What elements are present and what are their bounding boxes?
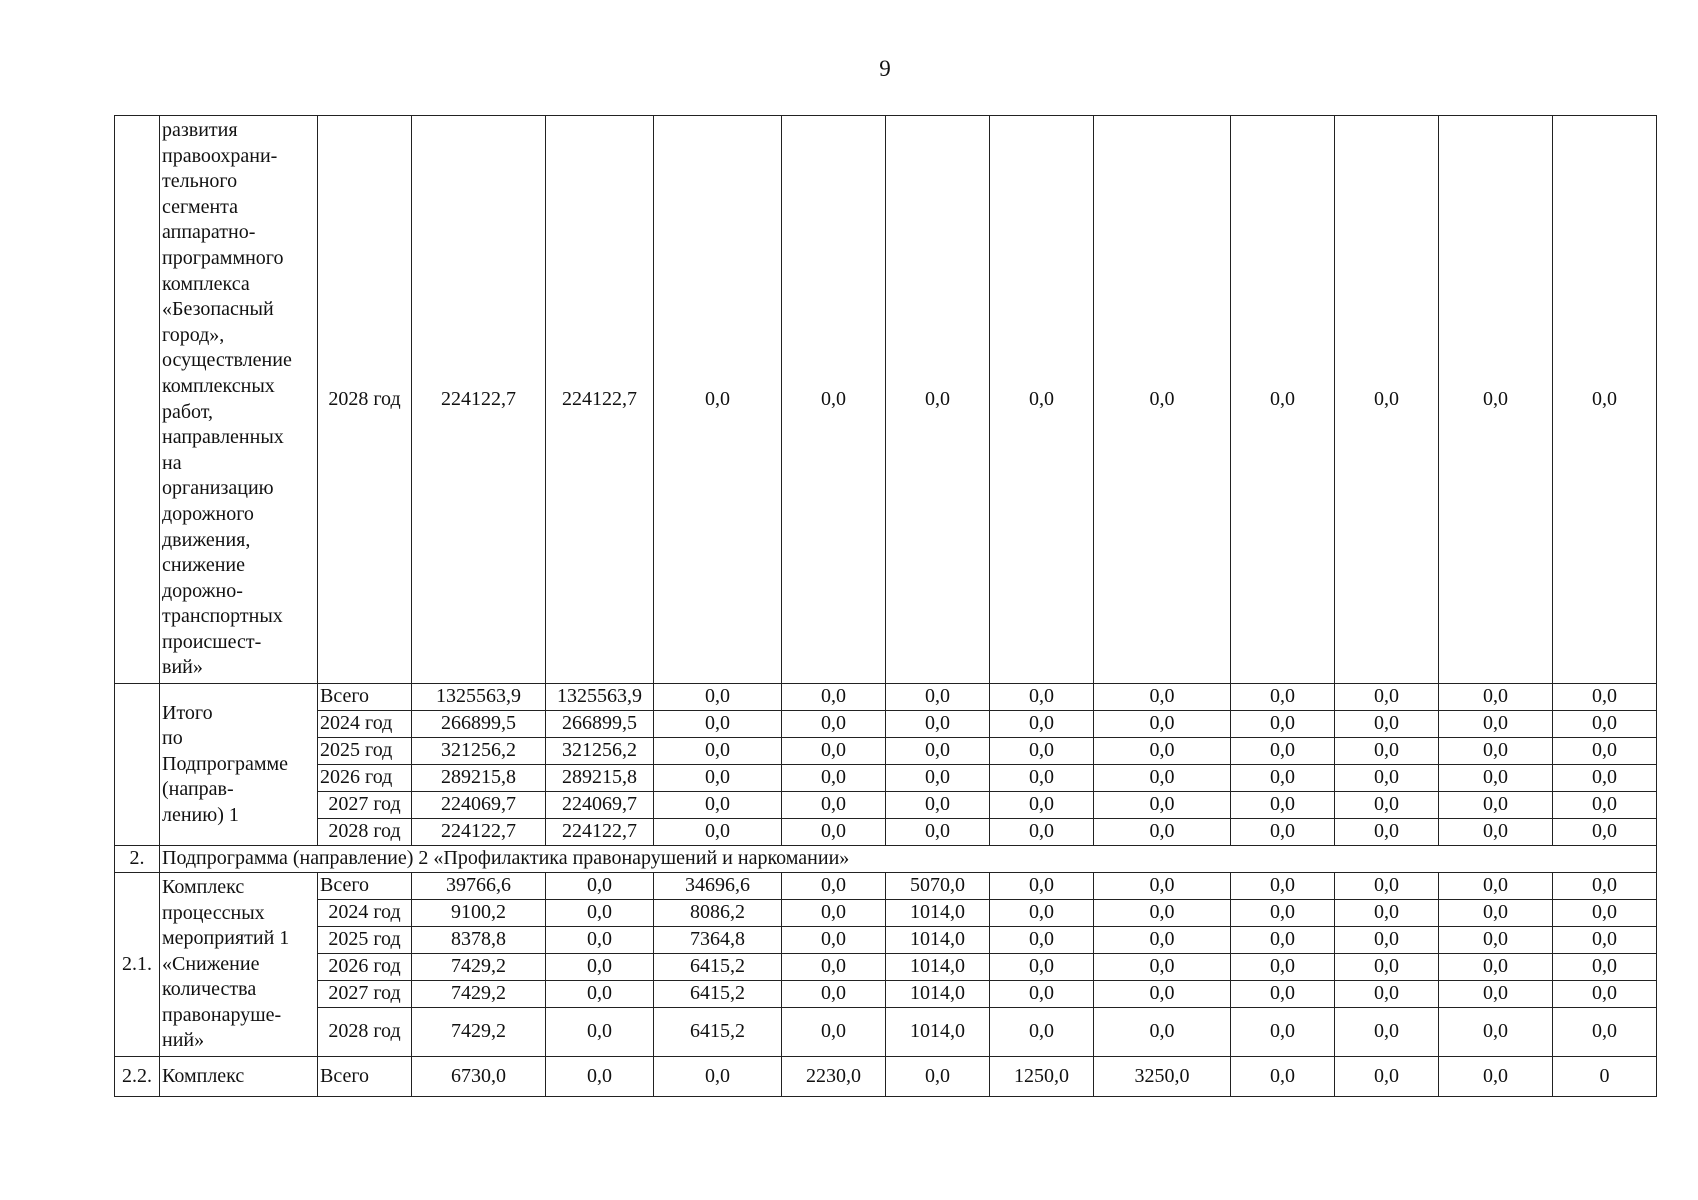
table-row — [115, 738, 1657, 765]
value-cell: 0,0 — [1335, 981, 1439, 1008]
section-index: 2. — [115, 846, 160, 873]
value-cell: 0,0 — [990, 1008, 1094, 1057]
page-number: 9 — [879, 56, 891, 81]
value-cell: 0,0 — [990, 116, 1094, 684]
value-cell: 0,0 — [782, 792, 886, 819]
value-cell: 0,0 — [1231, 819, 1335, 846]
value-cell: 266899,5 — [412, 711, 546, 738]
value-cell: 0,0 — [886, 711, 990, 738]
name-line: Комплекс — [162, 1064, 245, 1087]
value-cell: 0,0 — [782, 738, 886, 765]
name-line: аппаратно- — [162, 221, 256, 244]
name-line: дорожно- — [162, 579, 243, 602]
value-cell: 0,0 — [546, 1008, 654, 1057]
value-cell: 0,0 — [1094, 711, 1231, 738]
table-row — [115, 981, 1657, 1008]
value-cell: 321256,2 — [412, 738, 546, 765]
item-name-cell — [160, 873, 318, 1057]
table-row — [115, 1008, 1657, 1057]
value-cell: 224122,7 — [412, 819, 546, 846]
name-line: развития — [162, 119, 238, 141]
value-cell: 0,0 — [1335, 711, 1439, 738]
name-line: направленных — [162, 426, 284, 449]
value-cell: 0,0 — [782, 981, 886, 1008]
value-cell: 1014,0 — [886, 927, 990, 954]
value-cell: 0,0 — [782, 927, 886, 954]
value-cell: 0,0 — [1335, 116, 1439, 684]
year-cell: 2025 год — [318, 927, 412, 954]
name-line: сегмента — [162, 195, 239, 218]
name-line: транспортных — [162, 605, 283, 628]
name-line: Подпрограмме — [162, 752, 289, 775]
value-cell: 289215,8 — [546, 765, 654, 792]
value-cell: 0,0 — [1094, 1008, 1231, 1057]
name-line: (направ- — [162, 778, 234, 801]
name-line: Итого — [162, 701, 213, 724]
name-line: количества — [162, 978, 257, 1001]
value-cell: 0,0 — [1439, 873, 1553, 900]
value-cell: 0,0 — [654, 1057, 782, 1097]
value-cell: 0,0 — [782, 873, 886, 900]
name-line: вий» — [162, 656, 203, 679]
name-line: Комплекс — [162, 875, 245, 898]
value-cell: 0,0 — [990, 819, 1094, 846]
value-cell: 0 — [1553, 1057, 1657, 1097]
value-cell: 0,0 — [546, 981, 654, 1008]
table-row — [115, 846, 1657, 873]
value-cell: 3250,0 — [1094, 1057, 1231, 1097]
value-cell: 0,0 — [1553, 792, 1657, 819]
item-name-cell — [160, 1057, 318, 1097]
value-cell: 0,0 — [886, 1057, 990, 1097]
value-cell: 224069,7 — [546, 792, 654, 819]
value-cell: 6730,0 — [412, 1057, 546, 1097]
year-cell: 2026 год — [318, 765, 412, 792]
value-cell: 0,0 — [990, 684, 1094, 711]
value-cell: 0,0 — [1553, 684, 1657, 711]
table-row — [115, 819, 1657, 846]
value-cell: 0,0 — [1335, 765, 1439, 792]
year-cell: 2025 год — [318, 738, 412, 765]
value-cell: 0,0 — [1553, 981, 1657, 1008]
value-cell: 0,0 — [546, 873, 654, 900]
item-index: 2.2. — [115, 1057, 160, 1097]
value-cell: 0,0 — [1553, 873, 1657, 900]
name-line: движения, — [162, 528, 251, 551]
value-cell: 39766,6 — [412, 873, 546, 900]
value-cell: 0,0 — [1439, 954, 1553, 981]
value-cell: 0,0 — [1335, 738, 1439, 765]
value-cell: 0,0 — [782, 116, 886, 684]
value-cell: 224122,7 — [546, 819, 654, 846]
value-cell: 0,0 — [1553, 765, 1657, 792]
value-cell: 321256,2 — [546, 738, 654, 765]
value-cell: 6415,2 — [654, 1008, 782, 1057]
name-line: снижение — [162, 554, 245, 577]
value-cell: 0,0 — [1439, 1057, 1553, 1097]
value-cell: 8378,8 — [412, 927, 546, 954]
value-cell: 0,0 — [654, 711, 782, 738]
name-line: лению) 1 — [162, 803, 239, 826]
value-cell: 0,0 — [654, 684, 782, 711]
table-row — [115, 684, 1657, 711]
value-cell: 0,0 — [1094, 927, 1231, 954]
table-row — [115, 1057, 1657, 1097]
value-cell: 0,0 — [886, 765, 990, 792]
value-cell: 0,0 — [1231, 1008, 1335, 1057]
year-cell: 2027 год — [318, 981, 412, 1008]
name-line: город», — [162, 323, 225, 346]
index-cell — [115, 684, 160, 846]
table-row — [115, 116, 1657, 684]
value-cell: 0,0 — [546, 954, 654, 981]
value-cell: 2230,0 — [782, 1057, 886, 1097]
value-cell: 224069,7 — [412, 792, 546, 819]
value-cell: 0,0 — [1094, 684, 1231, 711]
measure-name-cell — [160, 116, 318, 684]
value-cell: 0,0 — [1231, 116, 1335, 684]
value-cell: 0,0 — [990, 711, 1094, 738]
name-line: по — [162, 727, 183, 750]
year-cell: 2028 год — [318, 116, 412, 684]
value-cell: 0,0 — [886, 819, 990, 846]
name-line: работ, — [162, 400, 214, 423]
table-row — [115, 873, 1657, 900]
table-row — [115, 900, 1657, 927]
value-cell: 266899,5 — [546, 711, 654, 738]
value-cell: 0,0 — [1335, 927, 1439, 954]
name-line: осуществление — [162, 349, 292, 372]
value-cell: 0,0 — [1439, 738, 1553, 765]
value-cell: 0,0 — [990, 981, 1094, 1008]
value-cell: 0,0 — [1094, 116, 1231, 684]
value-cell: 0,0 — [1231, 738, 1335, 765]
value-cell: 0,0 — [654, 116, 782, 684]
name-line: комплекса — [162, 272, 250, 295]
value-cell: 0,0 — [1231, 981, 1335, 1008]
value-cell: 0,0 — [1439, 711, 1553, 738]
name-line: мероприятий 1 — [162, 927, 290, 950]
value-cell: 224122,7 — [412, 116, 546, 684]
value-cell: 34696,6 — [654, 873, 782, 900]
name-line: на — [162, 451, 182, 474]
value-cell: 1014,0 — [886, 900, 990, 927]
value-cell: 0,0 — [1553, 738, 1657, 765]
value-cell: 0,0 — [782, 765, 886, 792]
value-cell: 0,0 — [782, 684, 886, 711]
value-cell: 0,0 — [1094, 873, 1231, 900]
value-cell: 0,0 — [886, 738, 990, 765]
value-cell: 0,0 — [782, 900, 886, 927]
value-cell: 0,0 — [1231, 792, 1335, 819]
value-cell: 0,0 — [1231, 1057, 1335, 1097]
name-line: процессных — [162, 901, 265, 924]
value-cell: 0,0 — [1553, 116, 1657, 684]
value-cell: 0,0 — [1553, 927, 1657, 954]
year-cell: 2024 год — [318, 711, 412, 738]
value-cell: 8086,2 — [654, 900, 782, 927]
value-cell: 5070,0 — [886, 873, 990, 900]
value-cell: 0,0 — [782, 954, 886, 981]
value-cell: 0,0 — [1335, 1008, 1439, 1057]
value-cell: 0,0 — [1335, 954, 1439, 981]
value-cell: 0,0 — [990, 900, 1094, 927]
budget-table — [114, 115, 1657, 1097]
value-cell: 289215,8 — [412, 765, 546, 792]
value-cell: 7429,2 — [412, 954, 546, 981]
value-cell: 0,0 — [1553, 954, 1657, 981]
value-cell: 0,0 — [1553, 1008, 1657, 1057]
value-cell: 0,0 — [1335, 684, 1439, 711]
value-cell: 0,0 — [1335, 819, 1439, 846]
value-cell: 1325563,9 — [546, 684, 654, 711]
value-cell: 0,0 — [1439, 116, 1553, 684]
value-cell: 0,0 — [1335, 792, 1439, 819]
value-cell: 0,0 — [886, 684, 990, 711]
value-cell: 0,0 — [990, 927, 1094, 954]
year-cell: Всего — [318, 1057, 412, 1097]
value-cell: 0,0 — [1094, 792, 1231, 819]
value-cell: 0,0 — [1094, 981, 1231, 1008]
value-cell: 7364,8 — [654, 927, 782, 954]
year-cell: 2028 год — [318, 819, 412, 846]
value-cell: 6415,2 — [654, 981, 782, 1008]
value-cell: 0,0 — [1231, 900, 1335, 927]
value-cell: 0,0 — [1231, 954, 1335, 981]
value-cell: 0,0 — [990, 954, 1094, 981]
value-cell: 0,0 — [1231, 873, 1335, 900]
name-line: «Безопасный — [162, 298, 274, 321]
value-cell: 0,0 — [990, 738, 1094, 765]
name-line: тельного — [162, 170, 238, 193]
year-cell: 2027 год — [318, 792, 412, 819]
value-cell: 0,0 — [1335, 873, 1439, 900]
value-cell: 0,0 — [1094, 738, 1231, 765]
value-cell: 0,0 — [1094, 819, 1231, 846]
value-cell: 0,0 — [1231, 765, 1335, 792]
value-cell: 0,0 — [782, 711, 886, 738]
value-cell: 0,0 — [1094, 765, 1231, 792]
value-cell: 6415,2 — [654, 954, 782, 981]
value-cell: 1250,0 — [990, 1057, 1094, 1097]
value-cell: 0,0 — [1094, 954, 1231, 981]
value-cell: 224122,7 — [546, 116, 654, 684]
value-cell: 1014,0 — [886, 1008, 990, 1057]
value-cell: 0,0 — [1439, 819, 1553, 846]
name-line: организацию — [162, 477, 274, 500]
table-row — [115, 954, 1657, 981]
year-cell: Всего — [318, 873, 412, 900]
value-cell: 0,0 — [654, 765, 782, 792]
value-cell: 7429,2 — [412, 1008, 546, 1057]
year-cell: 2026 год — [318, 954, 412, 981]
value-cell: 0,0 — [546, 1057, 654, 1097]
item-index: 2.1. — [115, 873, 160, 1057]
value-cell: 0,0 — [1439, 684, 1553, 711]
year-cell: 2024 год — [318, 900, 412, 927]
value-cell: 0,0 — [1439, 981, 1553, 1008]
value-cell: 0,0 — [654, 792, 782, 819]
section-title: Подпрограмма (направление) 2 «Профилактика правонарушений и наркомании» — [160, 846, 1657, 873]
value-cell: 0,0 — [1335, 900, 1439, 927]
value-cell: 0,0 — [1231, 711, 1335, 738]
value-cell: 0,0 — [1439, 1008, 1553, 1057]
value-cell: 1325563,9 — [412, 684, 546, 711]
index-cell — [115, 116, 160, 684]
value-cell: 7429,2 — [412, 981, 546, 1008]
name-line: дорожного — [162, 502, 254, 525]
table-row — [115, 711, 1657, 738]
value-cell: 0,0 — [782, 1008, 886, 1057]
name-line: программного — [162, 246, 284, 269]
total-name-cell — [160, 684, 318, 846]
value-cell: 0,0 — [1439, 792, 1553, 819]
table-row — [115, 792, 1657, 819]
year-cell: Всего — [318, 684, 412, 711]
value-cell: 0,0 — [1094, 900, 1231, 927]
value-cell: 0,0 — [654, 738, 782, 765]
value-cell: 0,0 — [1553, 711, 1657, 738]
table-row — [115, 765, 1657, 792]
value-cell: 0,0 — [990, 792, 1094, 819]
value-cell: 0,0 — [546, 900, 654, 927]
value-cell: 0,0 — [990, 873, 1094, 900]
value-cell: 0,0 — [990, 765, 1094, 792]
name-line: «Снижение — [162, 952, 260, 975]
value-cell: 0,0 — [886, 116, 990, 684]
value-cell: 0,0 — [1439, 900, 1553, 927]
value-cell: 0,0 — [782, 819, 886, 846]
value-cell: 1014,0 — [886, 981, 990, 1008]
name-line: ний» — [162, 1029, 205, 1052]
year-cell: 2028 год — [318, 1008, 412, 1057]
name-line: комплексных — [162, 374, 275, 397]
value-cell: 0,0 — [1231, 684, 1335, 711]
table-row — [115, 927, 1657, 954]
name-line: происшест- — [162, 630, 262, 653]
value-cell: 0,0 — [546, 927, 654, 954]
value-cell: 0,0 — [886, 792, 990, 819]
value-cell: 0,0 — [1553, 900, 1657, 927]
value-cell: 1014,0 — [886, 954, 990, 981]
name-line: правонаруше- — [162, 1003, 282, 1026]
value-cell: 9100,2 — [412, 900, 546, 927]
value-cell: 0,0 — [1439, 765, 1553, 792]
value-cell: 0,0 — [1231, 927, 1335, 954]
value-cell: 0,0 — [1439, 927, 1553, 954]
name-line: правоохрани- — [162, 144, 278, 167]
value-cell: 0,0 — [1553, 819, 1657, 846]
value-cell: 0,0 — [1335, 1057, 1439, 1097]
value-cell: 0,0 — [654, 819, 782, 846]
